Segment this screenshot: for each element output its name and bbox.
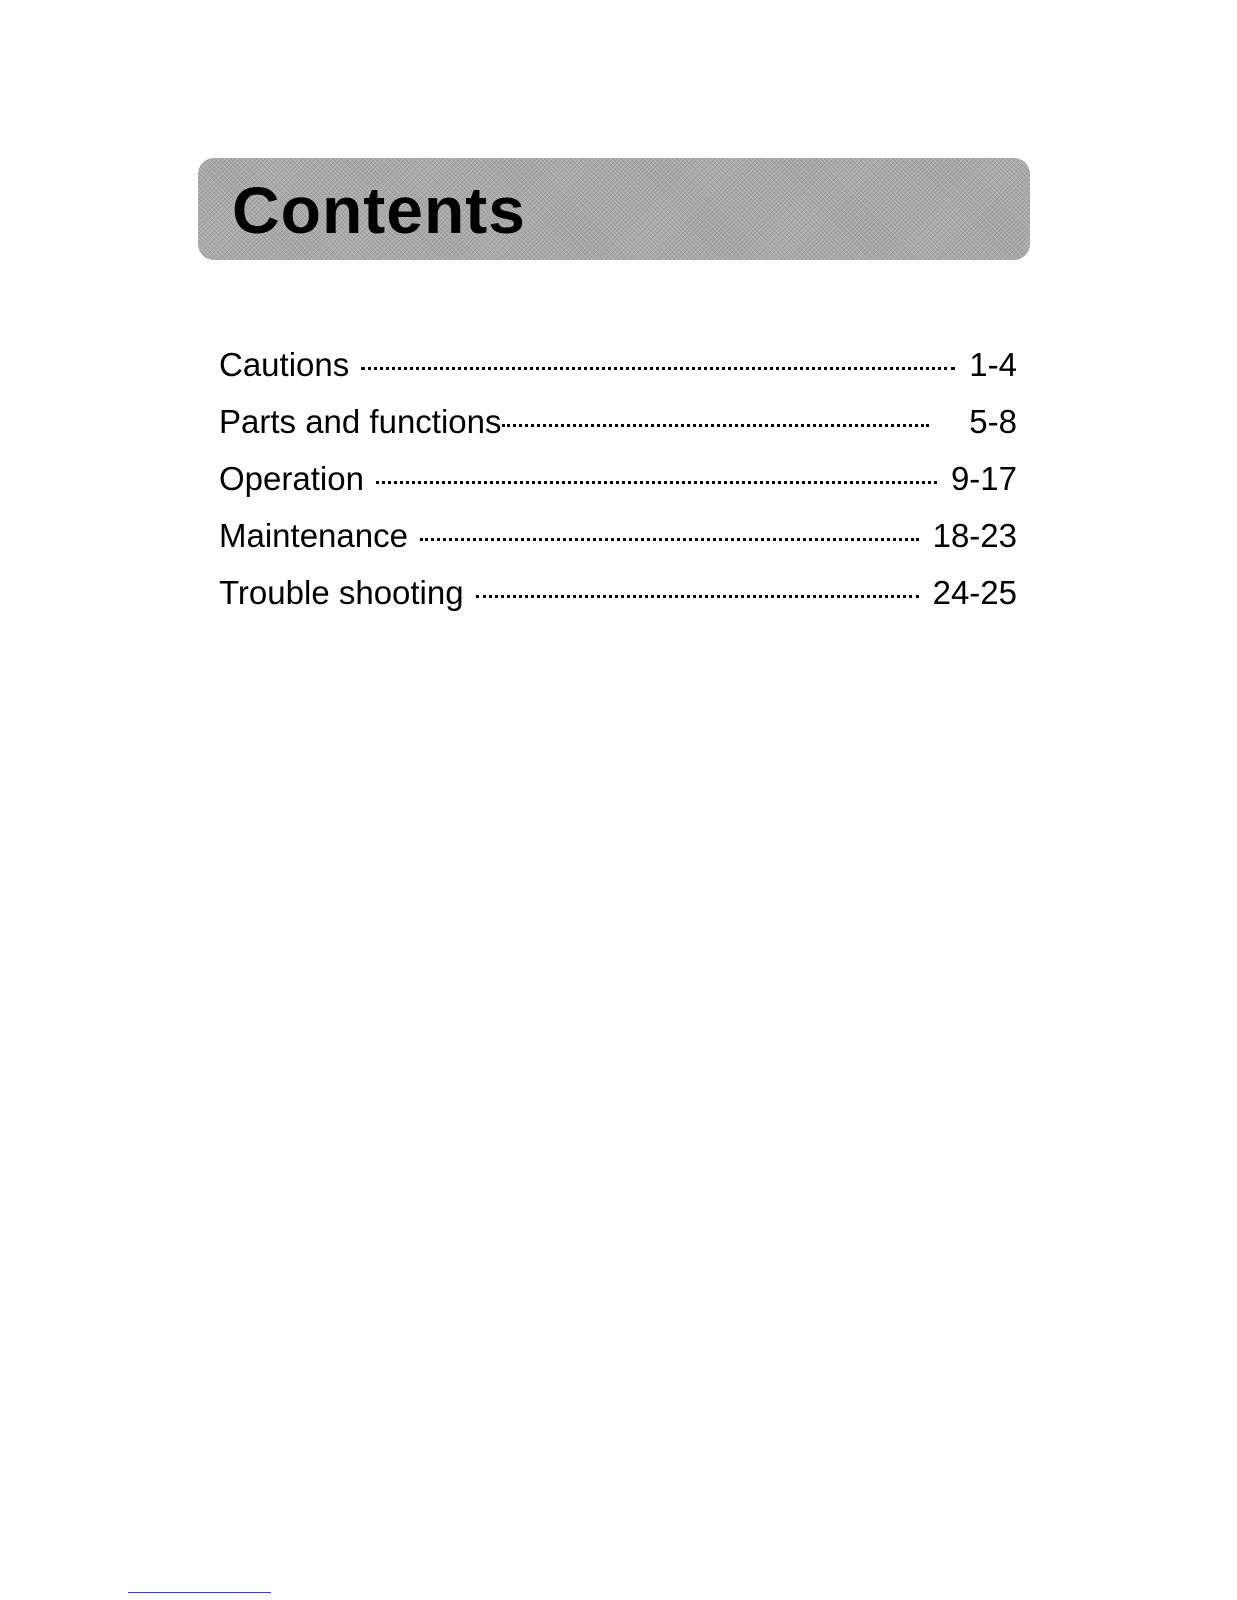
toc-entry-pages: 9-17: [950, 460, 1017, 497]
page-title: Contents: [232, 173, 526, 247]
toc-dot-leader: [361, 367, 955, 370]
toc-entry-pages: 18-23: [932, 517, 1017, 554]
toc-entry-operation: [219, 459, 1017, 516]
table-of-contents: [219, 345, 1017, 630]
toc-entry-cautions: [219, 345, 1017, 402]
toc-dot-leader: [420, 538, 919, 541]
toc-entry-label: Cautions: [219, 346, 350, 383]
toc-dot-leader: [476, 595, 919, 598]
toc-entry-parts-and-functions: [219, 402, 1017, 459]
toc-entry-trouble-shooting: [219, 573, 1017, 630]
toc-dot-leader: [376, 481, 937, 484]
toc-entry-pages: 5-8: [969, 403, 1017, 440]
toc-entry-pages: 24-25: [932, 574, 1017, 611]
toc-entry-maintenance: [219, 516, 1017, 573]
footer-rule: [128, 1592, 271, 1593]
toc-entry-label: Operation: [219, 460, 364, 497]
contents-title-band: [198, 158, 1030, 260]
toc-entry-pages: 1-4: [969, 346, 1017, 383]
toc-dot-leader: [502, 424, 930, 427]
toc-entry-label: Parts and functions: [219, 403, 502, 440]
toc-entry-label: Maintenance: [219, 517, 408, 554]
toc-entry-label: Trouble shooting: [219, 574, 464, 611]
